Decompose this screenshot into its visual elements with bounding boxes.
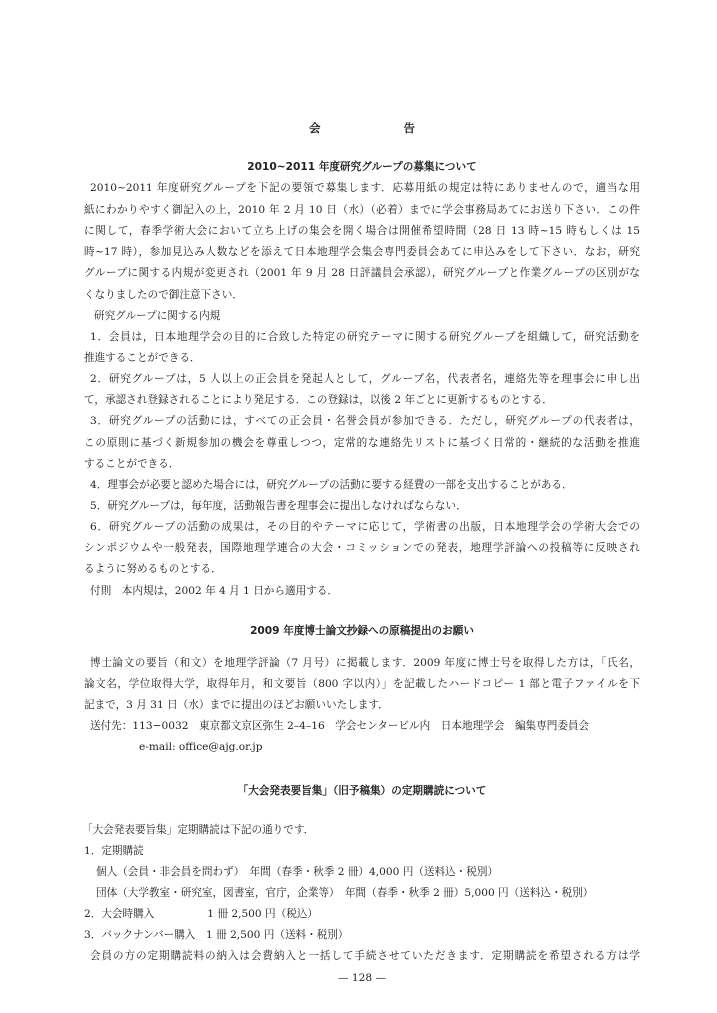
section3-line-5: 3．バックナンバー購入 1 冊 2,500 円（送料・税別）: [84, 929, 349, 941]
section2-address: 送付先：113−0032 東京都文京区弥生 2–4–16 学会センタービル内 日本地理学会 編集専門委員会: [90, 720, 590, 732]
section3-line-4: 2．大会時購入 1 冊 2,500 円（税込）: [84, 908, 319, 920]
section1-rule-3a: 3．研究グループの活動には，すべての正会員・名誉会員が参加できる．ただし，研究グループの代表者は，: [90, 415, 640, 427]
notice-title: 会 告: [309, 121, 435, 135]
section1-rule-6a: 6．研究グループの活動の成果は，その目的やテーマに応じて，学術書の出版，日本地理学会の学術大会での: [90, 521, 640, 533]
section2-line-1: 論文名，学位取得大学，取得年月，和文要旨（800 字以内）」を記載したハードコピー 1 部と電子ファイルを下: [84, 678, 640, 690]
section1-line-4: グループに関する内規が変更され（2001 年 9 月 28 日評議員会承認），研究グループと作業グループの区別がな: [84, 267, 640, 279]
section1-rule-2a: 2．研究グループは，5 人以上の正会員を発起人として，グループ名，代表者名，連絡先等を理事会に申し出: [90, 373, 640, 385]
page-number: — 128 —: [337, 972, 387, 984]
section1-rule-1b: 推進することができる．: [84, 352, 201, 364]
section1-heading: 2010~2011 年度研究グループの募集について: [247, 161, 477, 173]
section1-line-5: くなりましたので御注意下さい．: [84, 289, 243, 301]
section2-email: e-mail: office@ajg.or.jp: [139, 741, 263, 753]
section3-line-1: 1．定期購読: [84, 845, 144, 857]
section1-rule-5: 5．研究グループは，毎年度，活動報告書を理事会に提出しなければならない．: [90, 500, 467, 512]
section1-rule-1a: 1．会員は，日本地理学会の目的に合致した特定の研究テーマに関する研究グループを組織して，研究活動を: [90, 331, 640, 343]
document-page: [84, 0, 640, 1013]
section1-line-2: に関して，春季学術大会において立ち上げの集会を開く場合は開催希望時間（28 日 13 時~15 時もしくは 15: [84, 225, 640, 237]
section1-rules-heading: 研究グループに関する内規: [94, 310, 221, 322]
section1-rule-3b: この原則に基づく新規参加の機会を尊重しつつ，定常的な連絡先リストに基づく日常的・継続的な活動を推進: [84, 437, 640, 449]
section1-rule-6b: シンポジウムや一般発表，国際地理学連合の大会・コミッションでの発表，地理学評論への投稿等に反映され: [84, 542, 640, 554]
section3-heading: 「大会発表要旨集」（旧予稿集）の定期購読について: [237, 785, 487, 797]
section2-heading: 2009 年度博士論文抄録への原稿提出のお願い: [250, 625, 474, 637]
section3-organization: 団体（大学教室・研究室，図書室，官庁，企業等） 年間（春季・秋季 2 冊）5,000 円（送料込・税別）: [96, 887, 594, 899]
section1-supplementary: 付則 本内規は，2002 年 4 月 1 日から適用する．: [90, 585, 338, 597]
section3-individual: 個人（会員・非会員を問わず） 年間（春季・秋季 2 冊）4,000 円（送料込・税別）: [96, 866, 499, 878]
section1-rule-4: 4．理事会が必要と認めた場合には，研究グループの活動に要する経費の一部を支出することがある．: [90, 479, 573, 491]
section1-line-0: 2010~2011 年度研究グループを下記の要領で募集します．応募用紙の規定は特にありませんので，適当な用: [90, 182, 640, 194]
section3-line-0: 「大会発表要旨集」定期購読は下記の通りです．: [82, 824, 315, 836]
section3-line-6: 会員の方の定期購読料の納入は会費納入と一括して手続させていただきます．定期購読を希望される方は学: [90, 950, 640, 962]
section1-rule-6c: るように努めるものとする．: [84, 563, 222, 575]
section1-rule-2b: て，承認され登録されることにより発足する．この登録は，以後 2 年ごとに更新するものとする．: [84, 394, 553, 406]
section2-line-0: 博士論文の要旨（和文）を地理学評論（7 月号）に掲載します．2009 年度に博士号を取得した方は，「氏名，: [90, 657, 640, 669]
section1-line-3: 時~17 時），参加見込み人数などを添えて日本地理学会集会専門委員会あてに申込みをして下さい．なお，研究: [84, 246, 640, 258]
section1-rule-3c: することができる．: [84, 458, 180, 470]
section1-line-1: 紙にわかりやすく御記入の上，2010 年 2 月 10 日（水）（必着）までに学会事務局あてにお送り下さい．この件: [84, 204, 640, 216]
section2-line-2: 記まで，3 月 31 日（水）までに提出のほどお願いいたします．: [84, 699, 389, 711]
